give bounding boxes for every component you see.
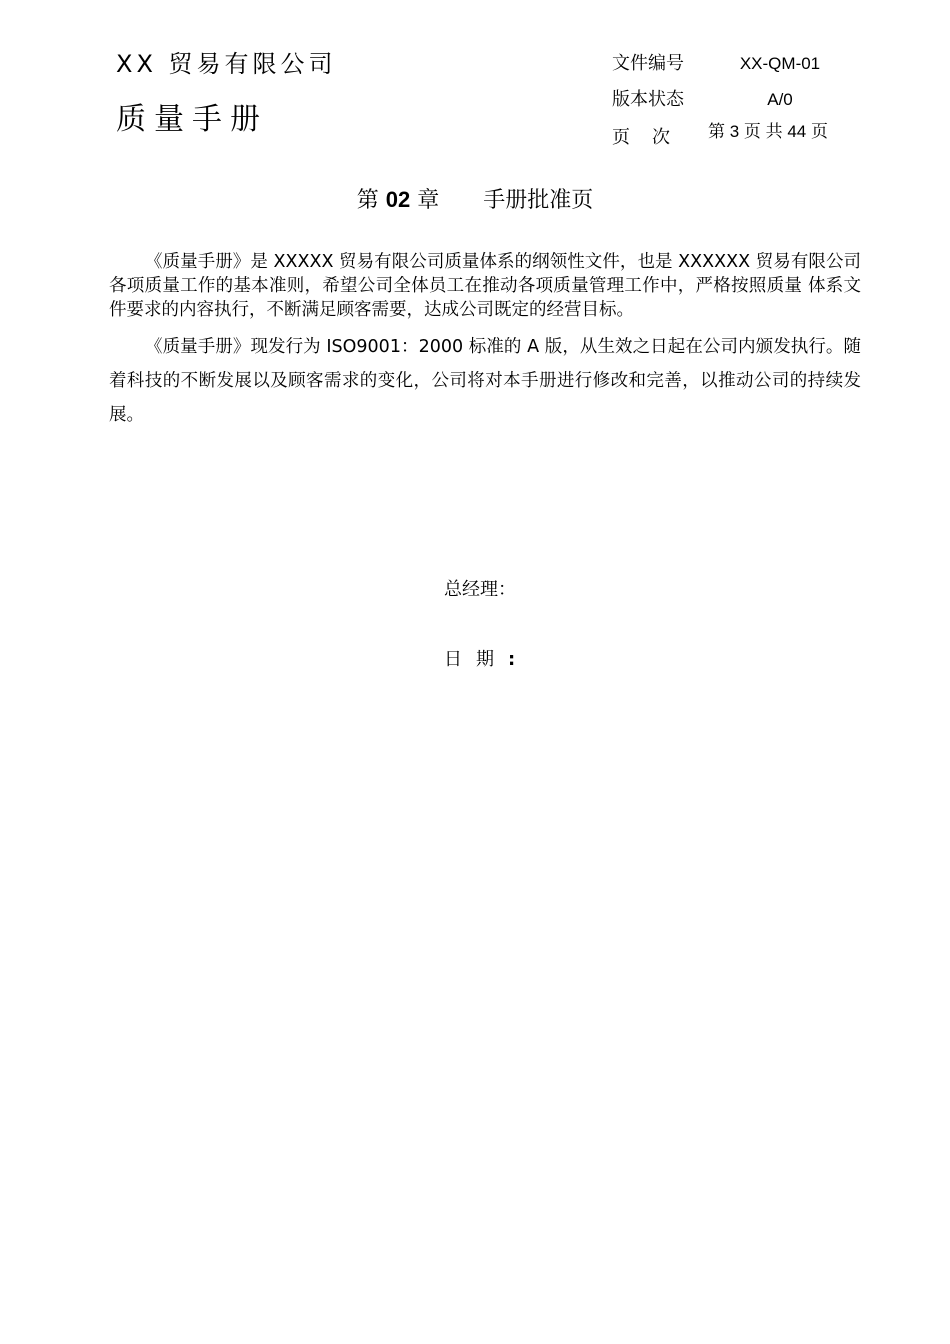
chapter-prefix: 第 xyxy=(356,188,379,213)
document-number-value: XX-QM-01 xyxy=(739,54,821,73)
company-name: XX 贸易有限公司 xyxy=(116,50,337,78)
date-label: 日期 xyxy=(444,649,508,670)
chapter-suffix: 章 xyxy=(417,188,440,213)
signature-block xyxy=(444,575,516,675)
manual-title: 质量手册 xyxy=(116,102,268,137)
version-row xyxy=(600,86,870,114)
general-manager-signature-line xyxy=(444,575,516,605)
paragraph-release: 《质量手册》现发行为 ISO9001：2000 标准的 A 版，从生效之日起在公司内颁发执行。随着科技的不断发展以及顾客需求的变化，公司将对本手册进行修改和完善，以推动公司的持续发展。 xyxy=(109,337,861,425)
document-number-row xyxy=(600,50,870,78)
version-label: 版本状态 xyxy=(612,89,684,110)
document-control-block xyxy=(600,50,870,148)
general-manager-label: 总经理： xyxy=(444,579,516,600)
version-value: A/0 xyxy=(767,90,793,109)
page-value: 第 3 页 共 44 页 xyxy=(708,122,828,141)
chapter-name: 手册批准页 xyxy=(483,188,594,213)
paragraph-purpose: 《质量手册》是 XXXXX 贸易有限公司质量体系的纲领性文件，也是 XXXXXX 贸易有限公司 各项质量工作的基本准则，希望公司全体员工在推动各项质量管理工作中，严格按照质量 体系文件要求的内容执行，不断满足顾客需要，达成公司既定的经营目标。 xyxy=(109,252,861,320)
chapter-title xyxy=(0,184,950,217)
date-signature-line xyxy=(444,645,516,675)
approval-body xyxy=(109,250,861,432)
document-number-label: 文件编号 xyxy=(612,53,684,74)
page-row xyxy=(600,118,870,146)
document-header-left xyxy=(116,47,337,140)
page-label: 页次 xyxy=(612,127,692,148)
date-colon: : xyxy=(508,649,516,670)
chapter-number: 02 xyxy=(385,187,411,212)
